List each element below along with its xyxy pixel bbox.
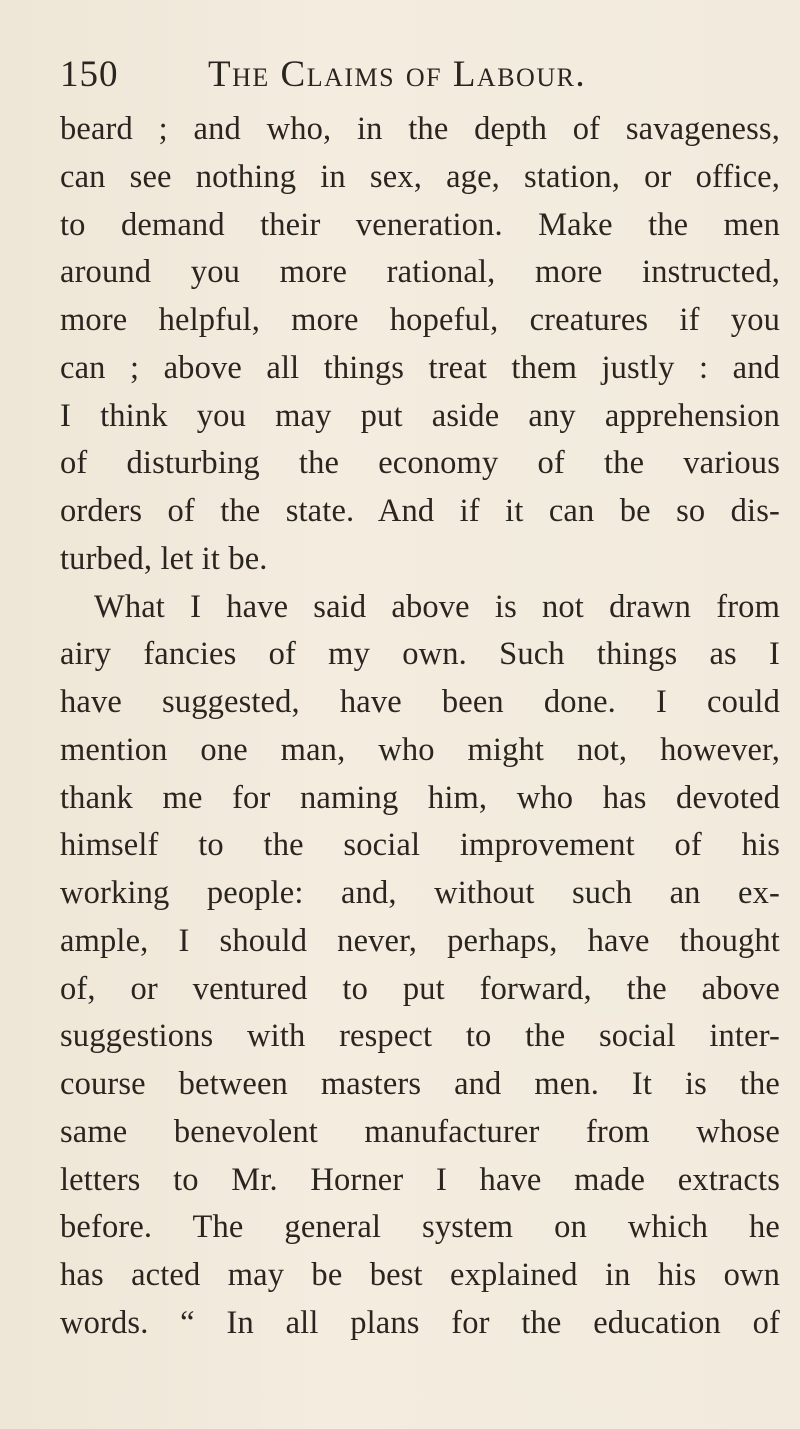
text-line-paragraph-start: What I have said above is not drawn from	[94, 588, 780, 625]
text-line: to demand their veneration. Make the men	[60, 206, 780, 243]
running-title: The Claims of Labour.	[208, 54, 587, 95]
page-number: 150	[60, 54, 119, 95]
text-line: same benevolent manufacturer from whose	[60, 1113, 780, 1150]
text-line: thank me for naming him, who has devoted	[60, 779, 780, 816]
text-line: words. “ In all plans for the education of	[60, 1304, 780, 1341]
text-line: around you more rational, more instructed,	[60, 254, 780, 291]
text-line: airy fancies of my own. Such things as I	[60, 636, 780, 673]
text-line: beard ; and who, in the depth of savageness,	[60, 111, 780, 147]
text-line: can ; above all things treat them justly : and	[60, 349, 780, 386]
text-line-paragraph-end: turbed, let it be.	[60, 540, 268, 577]
text-line: course between masters and men. It is the	[60, 1066, 780, 1102]
text-line: working people: and, without such an ex-	[60, 875, 780, 911]
text-line: himself to the social improvement of his	[60, 827, 780, 864]
text-line: I think you may put aside any apprehension	[60, 397, 780, 434]
text-line: of, or ventured to put forward, the above	[60, 970, 780, 1007]
text-line: has acted may be best explained in his own	[60, 1257, 780, 1293]
text-line: have suggested, have been done. I could	[60, 684, 780, 720]
text-line: of disturbing the economy of the various	[60, 445, 780, 482]
body-text	[60, 106, 780, 1348]
text-line: can see nothing in sex, age, station, or office,	[60, 158, 780, 195]
text-line: orders of the state. And if it can be so dis-	[60, 493, 780, 529]
text-line: before. The general system on which he	[60, 1209, 780, 1246]
text-line: more helpful, more hopeful, creatures if you	[60, 302, 780, 338]
text-line: letters to Mr. Horner I have made extracts	[60, 1161, 780, 1198]
text-line: suggestions with respect to the social inter-	[60, 1018, 780, 1055]
text-line: ample, I should never, perhaps, have thought	[60, 922, 780, 959]
text-line: mention one man, who might not, however,	[60, 731, 780, 768]
running-head	[60, 50, 740, 100]
